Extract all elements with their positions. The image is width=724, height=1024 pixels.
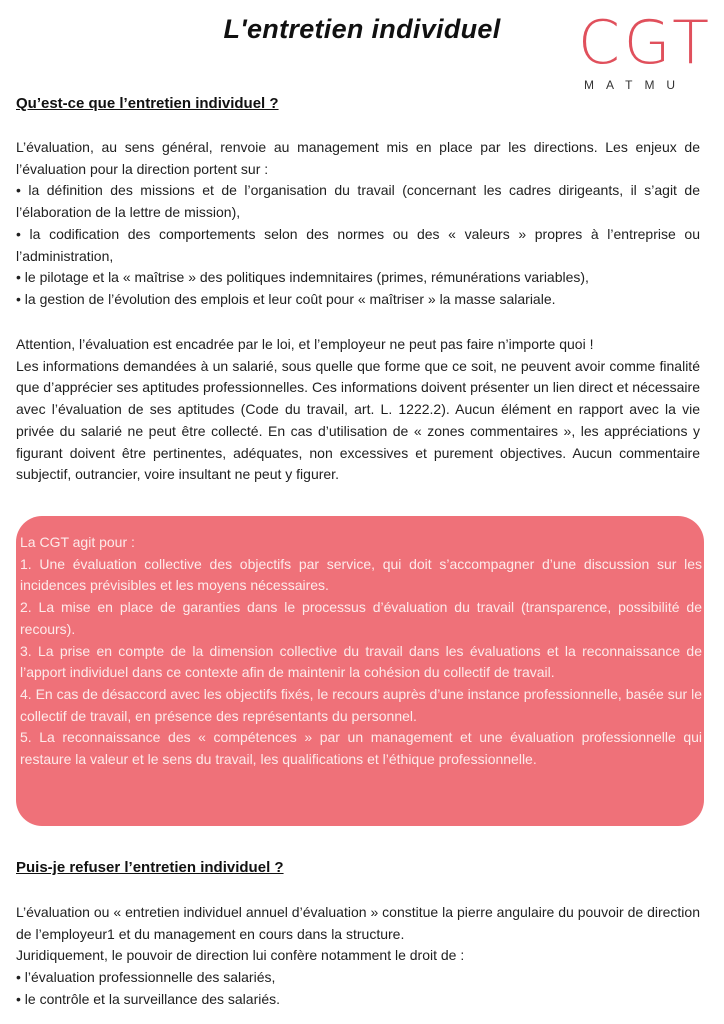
cgt-item: 3. La prise en compte de la dimension collective du travail dans les évaluations et la reconnaissance de l’apport individuel dans ce contexte afin de maintenir la cohésion du collectif de travail. bbox=[20, 642, 702, 681]
bullet-item: • la définition des missions et de l’organisation du travail (concernant les cadres dirigeants, il s’agit de l’élaboration de la lettre de mission), bbox=[16, 182, 700, 221]
section-what-is-body bbox=[16, 137, 700, 311]
cgt-item: 1. Une évaluation collective des objectifs par service, qui doit s’accompagner d’une discussion sur les incidences prévisibles et les moyens nécessaires. bbox=[20, 555, 702, 594]
cgt-demands-text bbox=[20, 532, 702, 771]
page-title: L'entretien individuel bbox=[223, 14, 501, 44]
section-refuse-body bbox=[16, 902, 700, 1011]
paragraph-refuse-lead: Juridiquement, le pouvoir de direction lui confère notamment le droit de : bbox=[16, 947, 465, 964]
logo-letters: CGT bbox=[578, 8, 713, 78]
cgt-item: 2. La mise en place de garanties dans le processus d’évaluation du travail (transparence, possibilité de recours). bbox=[20, 599, 702, 637]
cgt-item: 5. La reconnaissance des « compétences » par un management et une évaluation professionnelle qui restaure la valeur et le sens du travail, les qualifications et l’éthique professionnelle. bbox=[20, 729, 702, 768]
paragraph-attention: Attention, l’évaluation est encadrée par le loi, et l’employeur ne peut pas faire n’importe quoi ! bbox=[16, 336, 594, 352]
paragraph-intro: L’évaluation, au sens général, renvoie au management mis en place par les directions. Les enjeux de l’évaluation pour la direction portent sur : bbox=[16, 139, 700, 177]
bullet-item: • la codification des comportements selon des normes ou des « valeurs » propres à l’entreprise ou l’administration, bbox=[16, 225, 700, 264]
logo-subtitle: MATMU bbox=[584, 78, 688, 92]
section-attention-body bbox=[16, 334, 700, 486]
section-heading-refuse: Puis-je refuser l’entretien individuel ? bbox=[16, 859, 284, 876]
paragraph-legal: Les informations demandées à un salarié, sous quelle que forme que ce soit, ne peuvent avoir comme finalité que d’apprécier ses aptitudes professionnelles. Ces informations doivent présenter un lien direct et nécessaire avec l’évaluation de ses aptitudes (Code du travail, art. L. 1222.2). Aucun élément en rapport avec la vie privée du salarié ne peut être collecté. En cas d’utilisation de « zones commentaires », les appréciations y figurant doivent être pertinentes, adéquates, non excessives et purement objectives. Aucun commentaire subjectif, outrancier, voire insultant ne peut y figurer. bbox=[16, 357, 700, 483]
bullet-item: • le pilotage et la « maîtrise » des politiques indemnitaires (primes, rémunérations variables), bbox=[16, 269, 589, 286]
cgt-item: 4. En cas de désaccord avec les objectifs fixés, le recours auprès d’une instance professionnelle, basée sur le collectif de travail, en présence des représentants du personnel. bbox=[20, 685, 702, 724]
cgt-lead: La CGT agit pour : bbox=[20, 534, 135, 550]
cgt-demands-box bbox=[16, 516, 704, 826]
paragraph-refuse-intro: L’évaluation ou « entretien individuel annuel d’évaluation » constitue la pierre angulaire du pouvoir de direction de l’employeur1 et du management en cours dans la structure. bbox=[16, 904, 700, 942]
bullet-item: • le contrôle et la surveillance des salariés. bbox=[16, 990, 281, 1007]
bullet-item: • l’évaluation professionnelle des salariés, bbox=[16, 969, 276, 986]
bullet-item: • la gestion de l’évolution des emplois et leur coût pour « maîtriser » la masse salariale. bbox=[16, 290, 556, 307]
cgt-logo bbox=[578, 8, 713, 94]
section-heading-what-is: Qu’est-ce que l’entretien individuel ? bbox=[16, 95, 279, 112]
